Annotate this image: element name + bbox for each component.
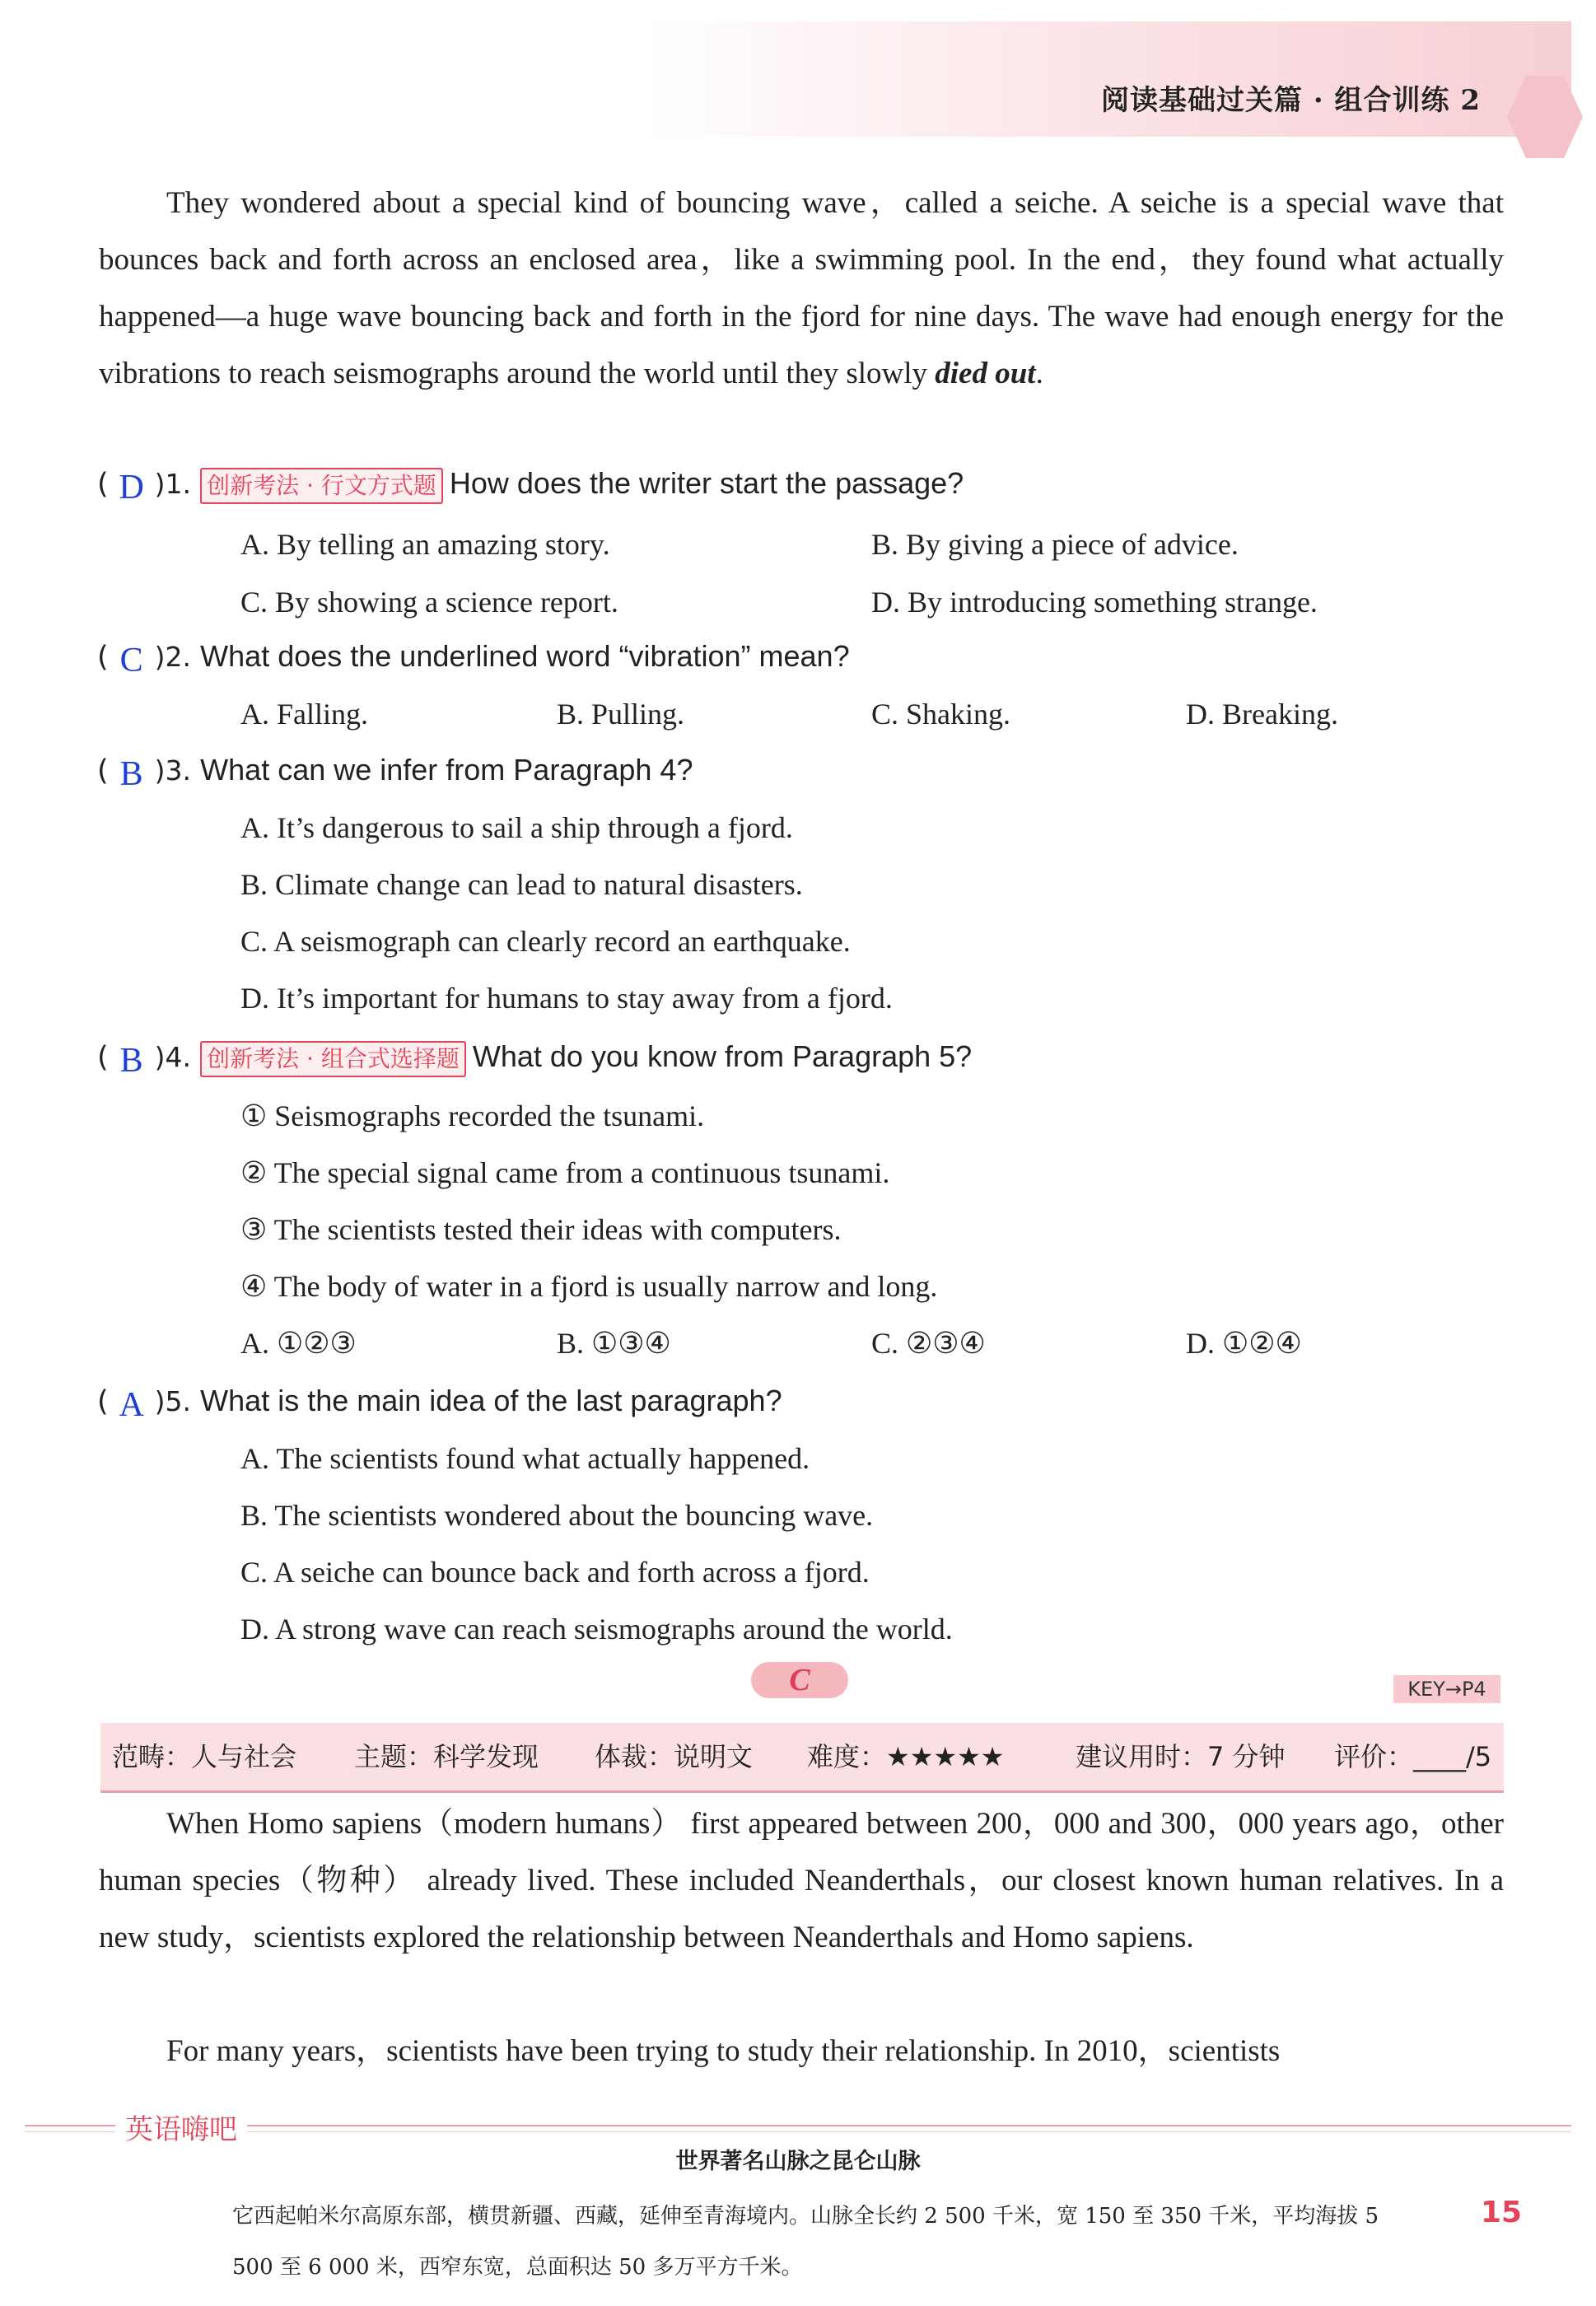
info-rating: 评价：____/5 [1334,1741,1492,1772]
statement-1: ① Seismographs recorded the tsunami. [240,1099,705,1132]
passage-text-end: . [1035,357,1043,390]
question-4: ( B )4. 创新考法 · 组合式选择题 What do you know from Paragraph 5? [97,1039,973,1080]
info-time: 建议用时：7 分钟 [1076,1741,1286,1772]
answer-3[interactable]: B [119,755,143,793]
option-1d[interactable]: D. By introducing something strange. [871,586,1318,619]
statement-3: ③ The scientists tested their ideas with computers. [240,1213,842,1246]
option-3d[interactable]: D. It’s important for humans to stay away from a fjord. [240,982,893,1015]
section-badge: C [751,1662,848,1698]
page-header-title: 阅读基础过关篇 · 组合训练 2 [1100,84,1481,117]
footer-divider-thin [25,2131,1571,2132]
passage-paragraph [99,175,1504,402]
passage-c-paragraph-2: For many years，scientists have been trying to study their relationship. In 2010，scientists [166,2034,1281,2068]
passage-c-paragraph-1: When Homo sapiens（modern humans） first appeared between 200，000 and 300，000 years ago，other human species（物种） already lived. These included Neanderthals，our closest known human relatives. In a new study，scientists explored the relationship between Neanderthals and Homo sapiens. [99,1807,1504,1954]
info-difficulty: 难度：★★★★★ [807,1741,1005,1772]
info-theme: 主题：科学发现 [354,1741,539,1772]
question-text: What does the underlined word “vibration” mean? [200,639,850,673]
emphasized-phrase: died out [935,357,1036,390]
footer-text: 它西起帕米尔高原东部，横贯新疆、西藏，延伸至青海境内。山脉全长约 2 500 千米，宽 150 至 350 千米，平均海拔 5 500 至 6 000 米，西窄东宽，总面积达 50 多万平方千米。 [232,2204,1379,2280]
question-1: ( D )1. 创新考法 · 行文方式题 How does the writer start the passage? [97,466,964,506]
option-3a[interactable]: A. It’s dangerous to sail a ship through a fjord. [240,811,793,844]
option-2b[interactable]: B. Pulling. [557,698,685,731]
question-5: ( A )5. What is the main idea of the last paragraph? [97,1384,782,1424]
footer-divider [25,2125,1571,2126]
info-bar-underline [100,1790,1504,1793]
answer-4[interactable]: B [119,1042,143,1080]
option-4c[interactable]: C. ②③④ [871,1327,986,1360]
info-category: 范畴：人与社会 [112,1741,297,1772]
option-4d[interactable]: D. ①②④ [1186,1327,1302,1360]
question-tag: 创新考法 · 组合式选择题 [200,1041,466,1077]
question-tag: 创新考法 · 行文方式题 [200,468,443,504]
option-3c[interactable]: C. A seismograph can clearly record an earthquake. [240,925,851,958]
page-number: 15 [1481,2196,1523,2229]
question-text: What is the main idea of the last paragraph? [200,1384,782,1417]
info-bar [100,1723,1504,1790]
footer-tab: 英语嗨吧 [115,2107,247,2147]
answer-2[interactable]: C [119,642,143,679]
question-text: What do you know from Paragraph 5? [472,1039,973,1073]
answer-1[interactable]: D [119,469,144,506]
statement-4: ④ The body of water in a fjord is usually narrow and long. [240,1270,938,1303]
passage-text: They wondered about a special kind of bouncing wave，called a seiche. A seiche is a special wave that bounces back and forth across an enclosed area，like a swimming pool. In the end，they found what actually happened—a huge wave bouncing back and forth in the fjord for nine days. The wave had enough energy for the vibrations to reach seismographs around the world until they slowly [99,186,1504,390]
option-1b[interactable]: B. By giving a piece of advice. [871,528,1239,561]
option-2d[interactable]: D. Breaking. [1186,698,1338,731]
option-5c[interactable]: C. A seiche can bounce back and forth across a fjord. [240,1556,870,1589]
option-5d[interactable]: D. A strong wave can reach seismographs around the world. [240,1613,953,1645]
option-4a[interactable]: A. ①②③ [240,1327,357,1360]
answer-5[interactable]: A [119,1386,144,1424]
option-1c[interactable]: C. By showing a science report. [240,586,618,619]
question-2: ( C )2. What does the underlined word “vibration” mean? [97,639,850,679]
option-5a[interactable]: A. The scientists found what actually happened. [240,1442,810,1475]
statement-2: ② The special signal came from a continuous tsunami. [240,1156,890,1189]
option-2a[interactable]: A. Falling. [240,698,369,731]
answer-key-link[interactable]: KEY→P4 [1393,1675,1500,1703]
option-1a[interactable]: A. By telling an amazing story. [240,528,610,561]
question-text: What can we infer from Paragraph 4? [200,753,693,787]
question-text: How does the writer start the passage? [449,466,964,500]
info-genre: 体裁：说明文 [595,1741,754,1772]
footer-title: 世界著名山脉之昆仑山脉 [675,2149,921,2174]
option-3b[interactable]: B. Climate change can lead to natural disasters. [240,868,803,901]
option-4b[interactable]: B. ①③④ [557,1327,671,1360]
option-5b[interactable]: B. The scientists wondered about the bouncing wave. [240,1499,874,1532]
option-2c[interactable]: C. Shaking. [871,698,1011,731]
question-3: ( B )3. What can we infer from Paragraph 4? [97,753,693,793]
